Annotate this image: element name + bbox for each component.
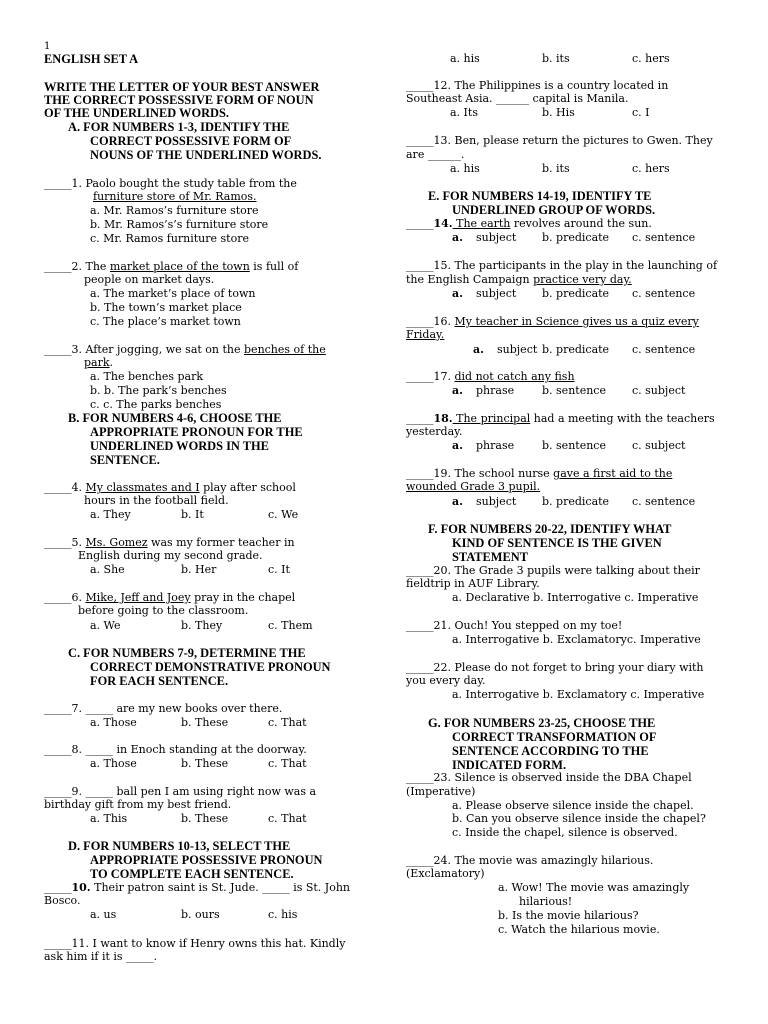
question-7: _____7. _____ are my new books over there. <box>44 702 283 715</box>
underlined-phrase: Mike, Jeff and Joey <box>85 591 191 604</box>
option: a. This <box>90 812 128 825</box>
option: c. The place’s market town <box>90 315 241 328</box>
section-g-heading: CORRECT TRANSFORMATION OF <box>452 730 657 744</box>
question-17: _____17. did not catch any fish <box>406 370 575 383</box>
option: a. his <box>450 52 480 65</box>
option: c. That <box>268 716 307 729</box>
section-d-heading: APPROPRIATE POSSESSIVE PRONOUN <box>90 853 323 867</box>
option: b. Is the movie hilarious? <box>498 909 639 922</box>
option: c. Watch the hilarious movie. <box>498 923 660 936</box>
option: a. <box>452 287 463 300</box>
question-8: _____8. _____ in Enoch standing at the doorway. <box>44 743 307 756</box>
section-d-heading: D. FOR NUMBERS 10-13, SELECT THE <box>68 839 291 853</box>
option: c. hers <box>632 52 670 65</box>
underlined-phrase: did not catch any fish <box>454 370 575 383</box>
option: a. We <box>90 619 121 632</box>
underlined-phrase: gave a first aid to the <box>553 467 673 480</box>
section-d-heading: TO COMPLETE EACH SENTENCE. <box>90 867 294 881</box>
option: c. That <box>268 757 307 770</box>
section-e-heading: E. FOR NUMBERS 14-19, IDENTIFY TE <box>428 189 652 203</box>
option: phrase <box>476 384 515 397</box>
section-f-heading: F. FOR NUMBERS 20-22, IDENTIFY WHAT <box>428 522 672 536</box>
option: c. Them <box>268 619 313 632</box>
option: b. its <box>542 162 570 175</box>
section-a-heading: A. FOR NUMBERS 1-3, IDENTIFY THE <box>68 120 290 134</box>
option: c. It <box>268 563 290 576</box>
underlined-phrase: market place of the town <box>109 260 250 273</box>
underlined-phrase: The principal <box>452 412 531 425</box>
question-10: _____10. Their patron saint is St. Jude. _____ is St. John <box>44 881 350 894</box>
option: c. sentence <box>632 343 696 356</box>
option: subject <box>476 231 517 244</box>
section-b-heading: UNDERLINED WORDS IN THE <box>90 439 269 453</box>
option: b. sentence <box>542 384 606 397</box>
section-c-heading: CORRECT DEMONSTRATIVE PRONOUN <box>90 660 331 674</box>
underlined-phrase: My teacher in Science gives us a quiz every <box>454 315 699 328</box>
option: b. predicate <box>542 495 610 508</box>
option: a. Its <box>450 106 478 119</box>
section-c-heading: C. FOR NUMBERS 7-9, DETERMINE THE <box>68 646 306 660</box>
question-9: _____9. _____ ball pen I am using right now was a <box>44 785 317 798</box>
section-f-heading: STATEMENT <box>452 550 528 564</box>
section-g-heading: SENTENCE ACCORDING TO THE <box>452 744 649 758</box>
question-2: _____2. The market place of the town is full of <box>44 260 299 273</box>
option: subject <box>497 343 538 356</box>
option: a. us <box>90 908 117 921</box>
underlined-phrase: The earth <box>452 217 511 230</box>
question-4: _____4. My classmates and I play after school <box>44 481 296 494</box>
option: a. <box>452 384 463 397</box>
option: b. predicate <box>542 343 610 356</box>
option: subject <box>476 495 517 508</box>
question-15: _____15. The participants in the play in the launching of <box>406 259 718 272</box>
option: b. These <box>181 716 229 729</box>
option: c. We <box>268 508 299 521</box>
option: hilarious! <box>519 895 573 908</box>
option: phrase <box>476 439 515 452</box>
section-a-heading: CORRECT POSSESSIVE FORM OF <box>90 134 292 148</box>
option: a. Declarative b. Interrogative c. Imperative <box>452 591 699 604</box>
option: a. <box>452 495 463 508</box>
option: b. These <box>181 812 229 825</box>
section-g-heading: INDICATED FORM. <box>452 758 567 772</box>
option: a. Please observe silence inside the chapel. <box>452 799 694 812</box>
section-f-heading: KIND OF SENTENCE IS THE GIVEN <box>452 536 662 550</box>
underlined-phrase: My classmates and I <box>85 481 200 494</box>
underlined-phrase: benches of the <box>244 343 326 356</box>
option: a. his <box>450 162 480 175</box>
option: b. predicate <box>542 287 610 300</box>
option: b. They <box>181 619 223 632</box>
option: c. subject <box>632 439 686 452</box>
option: c. Mr. Ramos furniture store <box>90 232 249 245</box>
question-19: _____19. The school nurse gave a first aid to the <box>406 467 673 480</box>
section-b-heading: SENTENCE. <box>90 453 160 467</box>
option: b. These <box>181 757 229 770</box>
option: a. <box>452 439 463 452</box>
option: b. b. The park’s benches <box>90 384 227 397</box>
option: a. The market’s place of town <box>90 287 256 300</box>
page-title: ENGLISH SET A <box>44 52 139 66</box>
option: subject <box>476 287 517 300</box>
question-14: _____14. The earth revolves around the sun. <box>406 217 652 230</box>
instruction-line: OF THE UNDERLINED WORDS. <box>44 106 229 120</box>
option: c. Inside the chapel, silence is observed. <box>452 826 678 839</box>
option: c. sentence <box>632 287 696 300</box>
question-11: _____11. I want to know if Henry owns this hat. Kindly <box>44 937 346 950</box>
option: a. Those <box>90 716 137 729</box>
option: a. Mr. Ramos’s furniture store <box>90 204 259 217</box>
option: b. It <box>181 508 204 521</box>
option: c. That <box>268 812 307 825</box>
option: c. I <box>632 106 650 119</box>
option: b. sentence <box>542 439 606 452</box>
section-g-heading: G. FOR NUMBERS 23-25, CHOOSE THE <box>428 716 656 730</box>
question-16: _____16. My teacher in Science gives us a quiz every <box>406 315 699 328</box>
question-6: _____6. Mike, Jeff and Joey pray in the chapel <box>44 591 296 604</box>
question-20: _____20. The Grade 3 pupils were talking about their <box>406 564 700 577</box>
option: a. <box>473 343 484 356</box>
question-5: _____5. Ms. Gomez was my former teacher in <box>44 536 295 549</box>
instruction-line: WRITE THE LETTER OF YOUR BEST ANSWER <box>44 80 320 94</box>
question-18: _____18. The principal had a meeting with the teachers <box>406 412 715 425</box>
option: c. his <box>268 908 298 921</box>
question-1: _____1. Paolo bought the study table from the <box>44 177 297 190</box>
section-e-heading: UNDERLINED GROUP OF WORDS. <box>452 203 656 217</box>
section-a-heading: NOUNS OF THE UNDERLINED WORDS. <box>90 148 322 162</box>
option: a. The benches park <box>90 370 204 383</box>
section-c-heading: FOR EACH SENTENCE. <box>90 674 229 688</box>
option: a. They <box>90 508 131 521</box>
option: b. ours <box>181 908 220 921</box>
option: c. hers <box>632 162 670 175</box>
question-22: _____22. Please do not forget to bring your diary with <box>406 661 704 674</box>
question-3: _____3. After jogging, we sat on the benches of the <box>44 343 326 356</box>
option: a. Interrogative b. Exclamatoryc. Imperative <box>452 633 701 646</box>
option: b. its <box>542 52 570 65</box>
option: a. <box>452 231 463 244</box>
section-b-heading: B. FOR NUMBERS 4-6, CHOOSE THE <box>68 411 282 425</box>
option: b. predicate <box>542 231 610 244</box>
page-number: 1 <box>44 41 51 52</box>
option: a. Interrogative b. Exclamatory c. Imperative <box>452 688 705 701</box>
option: c. subject <box>632 384 686 397</box>
option: b. Can you observe silence inside the chapel? <box>452 812 706 825</box>
option: b. Her <box>181 563 217 576</box>
option: c. sentence <box>632 231 696 244</box>
option: b. The town’s market place <box>90 301 242 314</box>
option: a. Wow! The movie was amazingly <box>498 881 690 894</box>
option: a. She <box>90 563 125 576</box>
option: b. Mr. Ramos’s’s furniture store <box>90 218 269 231</box>
question-12: _____12. The Philippines is a country located in <box>406 79 669 92</box>
underlined-phrase: practice very day. <box>533 273 632 286</box>
question-24: _____24. The movie was amazingly hilarious. <box>406 854 654 867</box>
instruction-line: THE CORRECT POSSESSIVE FORM OF NOUN <box>44 93 314 107</box>
question-23: _____23. Silence is observed inside the DBA Chapel <box>406 771 692 784</box>
option: c. c. The parks benches <box>90 398 222 411</box>
question-21: _____21. Ouch! You stepped on my toe! <box>406 619 623 632</box>
option: c. sentence <box>632 495 696 508</box>
section-b-heading: APPROPRIATE PRONOUN FOR THE <box>90 425 303 439</box>
underlined-phrase: Ms. Gomez <box>85 536 148 549</box>
underlined-phrase: furniture store of Mr. Ramos. <box>93 190 257 203</box>
option: b. His <box>542 106 575 119</box>
question-13: _____13. Ben, please return the pictures to Gwen. They <box>406 134 713 147</box>
option: a. Those <box>90 757 137 770</box>
